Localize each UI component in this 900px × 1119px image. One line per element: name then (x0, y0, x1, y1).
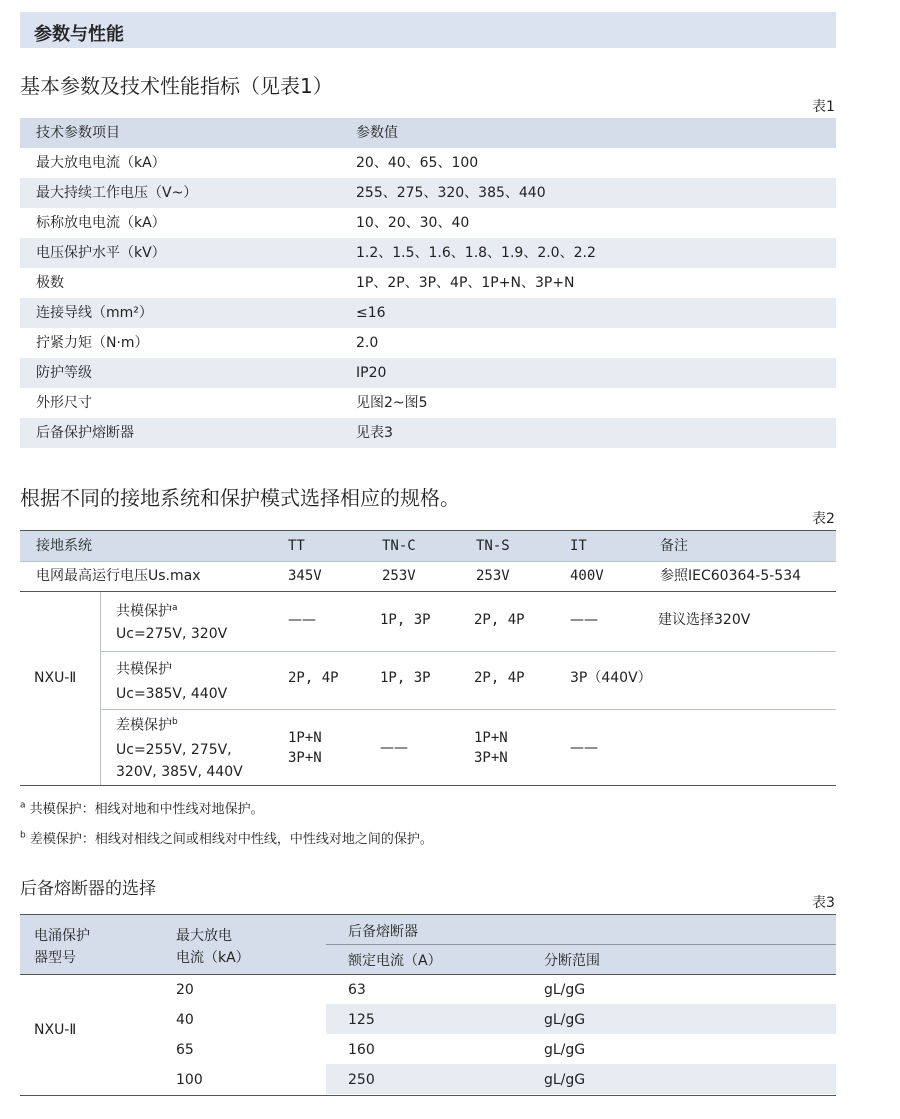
table1-item: 外形尺寸 (36, 395, 92, 411)
table2-voltage-it: 400V (570, 568, 604, 584)
table2-voltage-tt: 345V (288, 568, 322, 584)
table3-range: gL/gG (544, 982, 586, 998)
table2-mode: 共模保护$^a$ (116, 603, 178, 620)
table2-it: —— (570, 740, 598, 756)
table3-rated: 160 (348, 1042, 375, 1058)
table3-header-imax: 最大放电 (176, 928, 232, 944)
table2-header-system: 接地系统 (36, 538, 92, 554)
table2-header-row (20, 531, 836, 561)
table1-header-value: 参数值 (356, 125, 398, 141)
table3-label: 表3 (812, 895, 835, 911)
table3-rated: 125 (348, 1012, 375, 1028)
table1-value: 1P、2P、3P、4P、1P+N、3P+N (356, 275, 575, 291)
table1-item: 最大放电电流（kA） (36, 155, 166, 171)
table-row (20, 178, 836, 208)
table2-header-tns: TN-S (476, 538, 510, 554)
table2-header-tt: TT (288, 538, 305, 554)
table-row (20, 388, 836, 418)
table2-uc: Uc=255V, 275V, (116, 742, 232, 758)
table3-model: NXU-Ⅱ (34, 1022, 77, 1038)
table2-uc: Uc=275V, 320V (116, 626, 228, 642)
table2-header-remark: 备注 (660, 538, 688, 554)
table-row (20, 298, 836, 328)
table2-rule (100, 709, 836, 710)
table3-rated: 63 (348, 982, 366, 998)
table1-header-row (20, 118, 836, 148)
table3-rated: 250 (348, 1072, 375, 1088)
table1-value: 见表3 (356, 425, 393, 441)
table2-col-divider (100, 592, 101, 785)
table3-header-rated: 额定电流（A） (348, 953, 442, 969)
table2-voltage-remark: 参照IEC60364-5-534 (660, 568, 802, 584)
table3-range: gL/gG (544, 1072, 586, 1088)
table2-voltage-tns: 253V (476, 568, 510, 584)
table-row (20, 238, 836, 268)
table1-label: 表1 (812, 99, 835, 115)
table2-header-it: IT (570, 538, 587, 554)
table1-item: 后备保护熔断器 (36, 425, 134, 441)
table1-item: 连接导线（mm²） (36, 305, 153, 321)
table3-imax: 40 (176, 1012, 194, 1028)
table3-heading: 后备熔断器的选择 (20, 879, 156, 899)
table2-header-tnc: TN-C (382, 538, 416, 554)
table3-rule (20, 974, 836, 975)
table3-header-imax: 电流（kA） (176, 950, 250, 966)
table2-tt: —— (288, 612, 316, 628)
footnote-a: $^a$ 共模保护：相线对地和中性线对地保护。 (20, 800, 264, 817)
table2-tnc: 1P, 3P (380, 612, 431, 628)
table3-bottom-rule (20, 1095, 836, 1096)
footnote-b: $^b$ 差模保护：相线对相线之间或相线对中性线，中性线对地之间的保护。 (20, 830, 433, 847)
table2-tns: 2P, 4P (474, 612, 525, 628)
table2-tns: 1P+N (474, 730, 508, 746)
table1-item: 标称放电电流（kA） (36, 215, 166, 231)
table1-heading: 基本参数及技术性能指标（见表1） (20, 74, 333, 98)
table2-model: NXU-Ⅱ (34, 670, 77, 686)
table-row (20, 268, 836, 298)
table2-label: 表2 (812, 511, 835, 527)
table3-rule (326, 944, 836, 945)
table-row (20, 148, 836, 178)
table2-rule (20, 591, 836, 592)
table1-value: IP20 (356, 365, 387, 381)
table1-value: 2.0 (356, 335, 379, 351)
table2-mode: 差模保护$^b$ (116, 717, 178, 734)
table2-uc: 320V, 385V, 440V (116, 764, 243, 780)
table2-tns: 2P, 4P (474, 670, 525, 686)
table2-uc: Uc=385V, 440V (116, 686, 228, 702)
table2-tnc: —— (380, 740, 408, 756)
table2-tt: 1P+N (288, 730, 322, 746)
table1-value: ≤16 (356, 305, 386, 321)
table1-value: 见图2~图5 (356, 395, 428, 411)
table3-header-range: 分断范围 (544, 953, 600, 969)
table-row (20, 328, 836, 358)
table3-range: gL/gG (544, 1012, 586, 1028)
table2-heading: 根据不同的接地系统和保护模式选择相应的规格。 (20, 486, 460, 510)
table2-tnc: 1P, 3P (380, 670, 431, 686)
table3-range: gL/gG (544, 1042, 586, 1058)
table2-it: —— (570, 612, 598, 628)
table3-imax: 100 (176, 1072, 203, 1088)
table1-header-item: 技术参数项目 (36, 125, 120, 141)
section-title: 参数与性能 (34, 24, 124, 45)
table2-mode: 共模保护 (116, 661, 172, 678)
table3-imax: 65 (176, 1042, 194, 1058)
table3-header-model: 电涌保护 (34, 928, 90, 944)
table2-tt: 3P+N (288, 750, 322, 766)
table1-value: 255、275、320、385、440 (356, 185, 546, 201)
table1-value: 10、20、30、40 (356, 215, 470, 231)
table3-imax: 20 (176, 982, 194, 998)
table1-item: 最大持续工作电压（V~） (36, 185, 198, 201)
section-title-bar (20, 12, 836, 48)
table3-header-model: 器型号 (34, 950, 76, 966)
table1-value: 1.2、1.5、1.6、1.8、1.9、2.0、2.2 (356, 245, 596, 261)
table2-voltage-label: 电网最高运行电压Us.max (36, 568, 201, 584)
table1-item: 极数 (36, 275, 64, 291)
table1-item: 拧紧力矩（N·m） (36, 335, 149, 351)
table2-voltage-row (20, 561, 836, 591)
table1-item: 防护等级 (36, 365, 92, 381)
table2-tt: 2P, 4P (288, 670, 339, 686)
table2-remark: 建议选择320V (658, 612, 751, 628)
table2-rule (100, 651, 836, 652)
table-row (20, 208, 836, 238)
table1-value: 20、40、65、100 (356, 155, 479, 171)
table-row (20, 418, 836, 448)
table2-voltage-tnc: 253V (382, 568, 416, 584)
table1-item: 电压保护水平（kV） (36, 245, 166, 261)
table2-it: 3P（440V） (570, 670, 652, 686)
table2-tns: 3P+N (474, 750, 508, 766)
table3-header-fuse: 后备熔断器 (348, 924, 418, 940)
table-row (20, 358, 836, 388)
table2-bottom-rule (20, 785, 836, 786)
